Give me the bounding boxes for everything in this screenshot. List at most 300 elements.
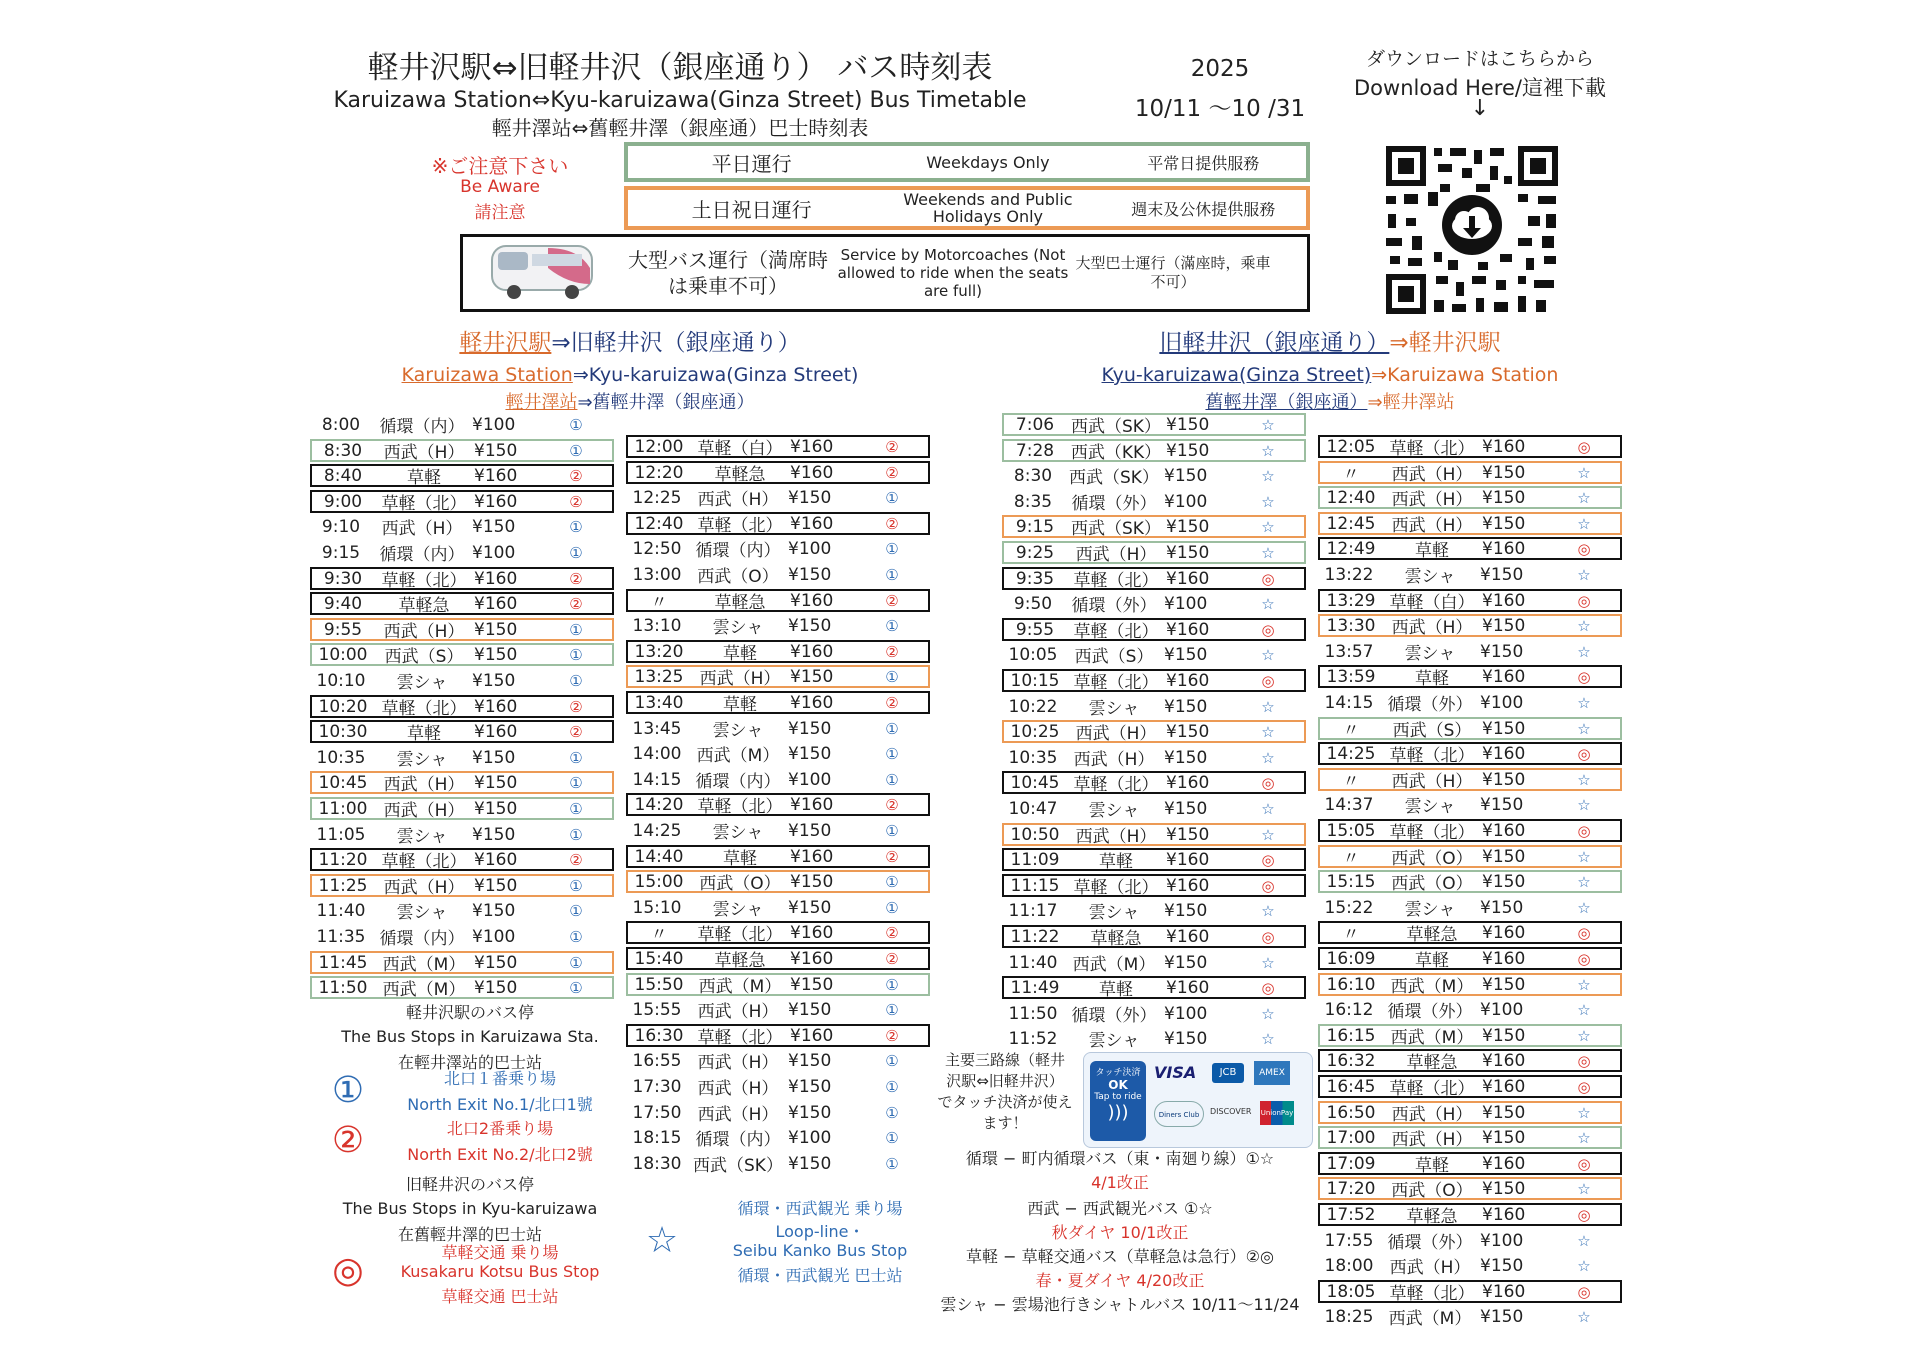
bus-stop-icon: ②	[885, 591, 899, 610]
route-name: 循環（内）	[695, 541, 781, 561]
bus-stop-icon: ☆	[1261, 697, 1275, 716]
bus-stop-icon: ☆	[1261, 441, 1275, 460]
fare: ¥150	[1482, 846, 1526, 867]
fare: ¥150	[788, 999, 832, 1020]
notice-en: Be Aware	[460, 177, 540, 197]
bus-stop-icon: ①	[885, 1128, 899, 1147]
legend-weekday-zh: 平常日提供服務	[1147, 153, 1260, 173]
table-row	[310, 899, 614, 922]
route-name: 西武（M）	[1072, 955, 1156, 975]
bus-stop-icon: ☆	[1261, 799, 1275, 818]
route-name: 草軽急	[1406, 1053, 1458, 1073]
bus-stop-icon: ①	[569, 748, 583, 767]
departure-time: 10:00	[318, 644, 368, 665]
departure-time: 15:05	[1326, 820, 1376, 841]
discover-logo: DISCOVER	[1210, 1107, 1252, 1116]
fare: ¥100	[788, 769, 832, 790]
route-name: 循環（外）	[1387, 1002, 1473, 1022]
table-row	[310, 464, 614, 487]
table-row	[310, 695, 614, 718]
table-row	[310, 490, 614, 513]
fare: ¥160	[1166, 670, 1210, 691]
route-name: 草軽急	[1406, 1207, 1458, 1227]
fare: ¥150	[1482, 1178, 1526, 1199]
fare: ¥150	[1482, 1025, 1526, 1046]
route-name: 草軽急	[1090, 929, 1142, 949]
fare: ¥160	[1482, 1153, 1526, 1174]
route-name: 西武（H）	[1075, 545, 1157, 565]
inbound-to: ⇒軽井沢駅	[1389, 330, 1501, 356]
fare: ¥150	[788, 1076, 832, 1097]
table-row	[310, 951, 614, 974]
route-name: 草軽（北）	[1073, 878, 1159, 898]
bus-stop-icon: ◎	[1261, 876, 1275, 895]
table-row	[310, 874, 614, 897]
table-row	[1002, 976, 1306, 999]
inbound-to-en: ⇒Karuizawa Station	[1371, 364, 1559, 386]
table-row	[310, 720, 614, 743]
download-label-jp: ダウンロードはこちらから	[1365, 48, 1594, 70]
bus-stop-icon: ①	[885, 616, 899, 635]
route-name: 草軽	[723, 644, 757, 664]
stop-two-en: North Exit No.2/北口2號	[407, 1145, 593, 1164]
bus-stop-icon: ①	[885, 770, 899, 789]
fare: ¥150	[1166, 516, 1210, 537]
route-name: 草軽（北）	[381, 494, 467, 514]
table-row	[1002, 951, 1306, 974]
bus-stop-icon: ①	[885, 667, 899, 686]
bus-stop-icon: ☆	[1261, 415, 1275, 434]
route-name: 草軽急	[398, 596, 450, 616]
fare: ¥150	[790, 871, 834, 892]
contactless-waves-icon: )))	[1107, 1102, 1129, 1123]
bus-stop-icon: ②	[885, 693, 899, 712]
table-row	[1318, 512, 1622, 535]
bus-stop-icon: ◎	[1577, 744, 1591, 763]
touch-pay-line2: 沢駅⇔旧軽井沢）	[946, 1072, 1064, 1090]
inbound-to-zh: ⇒輕井澤站	[1367, 392, 1455, 413]
table-row	[310, 592, 614, 615]
fare: ¥150	[1482, 487, 1526, 508]
departure-time: 16:30	[634, 1025, 684, 1046]
bus-stop-icon: ☆	[1577, 642, 1591, 661]
fare: ¥100	[472, 414, 516, 435]
departure-time: 10:45	[318, 772, 368, 793]
bus-stop-icon: ①	[885, 821, 899, 840]
departure-time: 12:40	[634, 513, 684, 534]
table-row	[626, 435, 930, 458]
table-row	[1318, 435, 1622, 458]
table-row	[1002, 1002, 1306, 1025]
departure-time: 11:50	[1008, 1003, 1058, 1024]
bus-stop-icon: ☆	[1577, 1179, 1591, 1198]
down-arrow-icon: ↓	[1470, 96, 1490, 121]
fare: ¥100	[1164, 1003, 1208, 1024]
fare: ¥150	[474, 798, 518, 819]
jcb-logo: JCB	[1212, 1063, 1244, 1083]
table-row	[626, 640, 930, 663]
bus-stop-icon: ②	[885, 795, 899, 814]
bus-stop-icon: ①	[885, 872, 899, 891]
route-name: 草軽急	[714, 593, 766, 613]
fare: ¥150	[788, 615, 832, 636]
fare: ¥160	[1482, 743, 1526, 764]
departure-time: 14:15	[632, 769, 682, 790]
departure-time: 10:35	[1008, 747, 1058, 768]
departure-time: 12:25	[632, 487, 682, 508]
departure-time: 15:22	[1324, 897, 1374, 918]
table-row	[1318, 896, 1622, 919]
departure-time: 9:30	[323, 568, 363, 589]
table-row	[1002, 1027, 1306, 1050]
route-name: 西武（M）	[1390, 1028, 1474, 1048]
table-row	[1318, 921, 1622, 944]
departure-time: 17:50	[632, 1102, 682, 1123]
route-name: 循環（内）	[379, 417, 465, 437]
departure-time: 13:29	[1326, 590, 1376, 611]
bus-stop-icon: ☆	[1577, 975, 1591, 994]
bus-stop-icon: ①	[569, 927, 583, 946]
departure-time: 13:59	[1326, 666, 1376, 687]
stop-two-icon: ②	[331, 1120, 365, 1161]
bus-stop-icon: ☆	[1577, 795, 1591, 814]
fare: ¥100	[788, 1127, 832, 1148]
fare: ¥150	[474, 977, 518, 998]
fare: ¥160	[1482, 1281, 1526, 1302]
bus-stop-icon: ②	[569, 697, 583, 716]
table-row	[1002, 567, 1306, 590]
bus-stop-icon: ①	[885, 1154, 899, 1173]
bus-stop-icon: ①	[569, 953, 583, 972]
table-row	[1318, 973, 1622, 996]
route-name: 草軽	[1099, 852, 1133, 872]
bus-stop-icon: ②	[885, 949, 899, 968]
route-name: 草軽（北）	[1073, 571, 1159, 591]
route-name: 雲シャ	[712, 823, 764, 843]
legend-weekday-en: Weekdays Only	[926, 152, 1050, 172]
table-row	[1318, 1126, 1622, 1149]
table-row	[1318, 717, 1622, 740]
table-row	[1002, 899, 1306, 922]
fare: ¥100	[472, 926, 516, 947]
table-row	[310, 567, 614, 590]
contactless-card-icon	[1090, 1061, 1146, 1141]
bus-stop-icon: ☆	[1577, 616, 1591, 635]
table-row	[626, 1126, 930, 1149]
table-row	[626, 665, 930, 688]
route-name: 西武（M）	[382, 955, 466, 975]
route-name: 西武（H）	[697, 1105, 779, 1125]
departure-time: 18:30	[632, 1153, 682, 1174]
departure-time: 13:22	[1324, 564, 1374, 585]
inbound-from-en: Kyu-karuizawa(Ginza Street)	[1101, 364, 1372, 386]
fare: ¥150	[1480, 564, 1524, 585]
route-name: 西武（H）	[383, 878, 465, 898]
departure-time: 11:17	[1008, 900, 1058, 921]
departure-time: 17:30	[632, 1076, 682, 1097]
departure-time: 12:45	[1326, 513, 1376, 534]
route-name: 西武（SK）	[1071, 519, 1161, 539]
stop-one-icon: ①	[331, 1070, 365, 1111]
fare: ¥160	[474, 593, 518, 614]
fare: ¥160	[1482, 1050, 1526, 1071]
bus-stop-icon: ☆	[1577, 463, 1591, 482]
departure-time: 8:35	[1013, 491, 1053, 512]
departure-time: 15:00	[634, 871, 684, 892]
route-name: 草軽	[1099, 980, 1133, 1000]
bus-stop-icon: ◎	[1577, 821, 1591, 840]
table-row	[1002, 515, 1306, 538]
table-row	[310, 925, 614, 948]
bus-stop-icon: ☆	[1261, 492, 1275, 511]
table-row	[626, 1152, 930, 1175]
inbound-heading	[1030, 324, 1630, 357]
loop-stop-en2: Seibu Kanko Bus Stop	[732, 1241, 908, 1260]
table-row	[1318, 742, 1622, 765]
route-name: 西武（H）	[1389, 1258, 1471, 1278]
departure-time: 10:15	[1010, 670, 1060, 691]
bus-stop-icon: ◎	[1261, 671, 1275, 690]
stop-two-jp: 北口2番乗り場	[446, 1119, 554, 1138]
fare: ¥150	[1166, 721, 1210, 742]
table-row	[1002, 490, 1306, 513]
table-row	[1318, 870, 1622, 893]
download-label-en: Download Here/這裡下載	[1354, 76, 1606, 100]
departure-time: 9:35	[1015, 568, 1055, 589]
route-name: 草軽	[1415, 951, 1449, 971]
diners-logo: Diners Club	[1154, 1101, 1204, 1127]
route-name: 西武（H）	[1391, 1130, 1473, 1150]
table-row	[310, 618, 614, 641]
kyu-stops-title-en: The Bus Stops in Kyu-karuizawa	[342, 1199, 598, 1218]
table-row	[626, 947, 930, 970]
route-name: 西武（H）	[1073, 750, 1155, 770]
route-name: 草軽（白）	[1389, 593, 1475, 613]
route-name: 西武（SK）	[693, 1156, 783, 1176]
table-row	[1318, 640, 1622, 663]
departure-time: 15:55	[632, 999, 682, 1020]
route-name: 西武（KK）	[1070, 443, 1162, 463]
bus-stop-icon: ①	[569, 517, 583, 536]
departure-time: 13:57	[1324, 641, 1374, 662]
table-row	[626, 691, 930, 714]
bus-stop-icon: ☆	[1261, 645, 1275, 664]
fare: ¥160	[790, 436, 834, 457]
bus-stop-icon: ①	[885, 719, 899, 738]
departure-time: 11:50	[318, 977, 368, 998]
departure-time: 9:50	[1013, 593, 1053, 614]
year-label: 2025	[1190, 56, 1250, 82]
loop-stop-zh: 循環・西武観光 巴士站	[737, 1266, 903, 1285]
inbound-from-zh: 舊輕井澤（銀座通）	[1205, 392, 1368, 413]
fare: ¥160	[790, 462, 834, 483]
bus-stop-icon: ②	[569, 466, 583, 485]
fare: ¥100	[1164, 593, 1208, 614]
fare: ¥150	[1482, 871, 1526, 892]
bus-stop-icon: ◎	[1577, 1077, 1591, 1096]
route-name: 雲シャ	[396, 750, 448, 770]
bus-stop-icon: ①	[885, 488, 899, 507]
bus-stop-icon: ☆	[1261, 901, 1275, 920]
table-row	[626, 1075, 930, 1098]
bus-stop-icon: ☆	[1577, 1307, 1591, 1326]
touch-pay-badge-en: Tap to ride	[1094, 1092, 1142, 1102]
bus-stop-icon: ②	[885, 1026, 899, 1045]
route-name: 西武（O）	[1391, 874, 1473, 894]
departure-time: 9:25	[1015, 542, 1055, 563]
route-note-kusakaru-revision: 春・夏ダイヤ 4/20改正	[1035, 1271, 1205, 1290]
route-name: 草軽（北）	[1389, 823, 1475, 843]
fare: ¥150	[788, 897, 832, 918]
table-row	[1002, 541, 1306, 564]
route-name: 西武（M）	[1388, 1309, 1472, 1329]
fare: ¥160	[1166, 568, 1210, 589]
departure-time: 9:55	[323, 619, 363, 640]
table-row	[1002, 746, 1306, 769]
table-row	[1318, 845, 1622, 868]
table-row	[1002, 592, 1306, 615]
route-name: 草軽（北）	[1073, 622, 1159, 642]
bus-stop-icon: ◎	[1261, 773, 1275, 792]
fare: ¥160	[1482, 1076, 1526, 1097]
bus-stop-icon: ☆	[1577, 488, 1591, 507]
outbound-heading-en	[330, 364, 930, 386]
route-name: 雲シャ	[1088, 1031, 1140, 1051]
notice-title: ※ご注意下さい	[431, 154, 569, 178]
bus-stop-icon: ◎	[1261, 569, 1275, 588]
departure-time: 11:09	[1010, 849, 1060, 870]
table-row	[626, 921, 930, 944]
fare: ¥160	[1482, 820, 1526, 841]
fare: ¥150	[474, 952, 518, 973]
fare: ¥160	[1166, 849, 1210, 870]
table-row	[626, 896, 930, 919]
table-row	[310, 439, 614, 462]
route-name: 草軽	[1415, 1156, 1449, 1176]
bus-stop-icon: ◎	[1577, 1051, 1591, 1070]
departure-time: 9:15	[321, 542, 361, 563]
route-name: 循環（内）	[379, 929, 465, 949]
route-name: 雲シャ	[1088, 903, 1140, 923]
route-name: 循環（外）	[1071, 494, 1157, 514]
departure-time: 12:20	[634, 462, 684, 483]
kusakaru-stop-zh: 草軽交通 巴士站	[441, 1287, 559, 1306]
route-note-loop-revision: 4/1改正	[1091, 1173, 1149, 1192]
bus-stop-icon: ①	[885, 744, 899, 763]
departure-time: 〃	[1342, 721, 1360, 741]
route-name: 西武（M）	[696, 746, 780, 766]
departure-time: 9:15	[1015, 516, 1055, 537]
bus-stop-icon: ①	[885, 975, 899, 994]
bus-stop-icon: ②	[569, 594, 583, 613]
table-row	[1002, 771, 1306, 794]
qr-code-icon[interactable]	[1378, 140, 1566, 320]
fare: ¥150	[1480, 1306, 1524, 1327]
route-name: 西武（H）	[1391, 772, 1473, 792]
bus-stop-icon: ①	[885, 898, 899, 917]
departure-time: 11:00	[318, 798, 368, 819]
route-name: 草軽	[407, 468, 441, 488]
bus-stop-icon: ②	[569, 850, 583, 869]
route-name: 西武（O）	[699, 874, 781, 894]
fare: ¥150	[788, 1050, 832, 1071]
bus-stop-icon: ☆	[1577, 693, 1591, 712]
karuizawa-stops-block	[320, 1000, 620, 1073]
departure-time: 13:45	[632, 718, 682, 739]
bus-stop-icon: ①	[885, 1103, 899, 1122]
departure-time: 17:55	[1324, 1230, 1374, 1251]
bus-stop-icon: ①	[569, 876, 583, 895]
departure-time: 14:00	[632, 743, 682, 764]
route-name: 西武（SK）	[1069, 468, 1159, 488]
bus-stop-icon: ①	[885, 539, 899, 558]
kusakaru-stop-jp: 草軽交通 乗り場	[441, 1243, 559, 1262]
route-name: 循環（外）	[1387, 1233, 1473, 1253]
fare: ¥160	[790, 1025, 834, 1046]
bus-stop-icon: ②	[885, 463, 899, 482]
departure-time: 10:30	[318, 721, 368, 742]
route-name: 草軽	[723, 849, 757, 869]
route-name: 雲シャ	[1088, 801, 1140, 821]
departure-time: 7:06	[1015, 414, 1055, 435]
touch-pay-line1: 主要三路線（軽井	[944, 1051, 1065, 1069]
route-name: 雲シャ	[712, 900, 764, 920]
table-row	[1318, 589, 1622, 612]
bus-stop-icon: ◎	[1577, 539, 1591, 558]
table-row	[1318, 1177, 1622, 1200]
page-title-en: Karuizawa Station⇔Kyu-karuizawa(Ginza Street) Bus Timetable	[333, 88, 1027, 113]
departure-time: 17:00	[1326, 1127, 1376, 1148]
fare: ¥160	[790, 590, 834, 611]
departure-time: 8:30	[323, 440, 363, 461]
fare: ¥100	[1480, 1230, 1524, 1251]
fare: ¥160	[1482, 436, 1526, 457]
departure-time: 15:40	[634, 948, 684, 969]
departure-time: 16:32	[1326, 1050, 1376, 1071]
departure-time: 17:09	[1326, 1153, 1376, 1174]
bus-stop-icon: ①	[885, 565, 899, 584]
notice-zh: 請注意	[474, 203, 526, 223]
fare: ¥150	[472, 670, 516, 691]
table-row	[310, 823, 614, 846]
departure-time: 8:30	[1013, 465, 1053, 486]
table-row	[310, 797, 614, 820]
route-name: 西武（S）	[1074, 647, 1154, 667]
bus-stop-icon: ①	[569, 645, 583, 664]
table-row	[1318, 1024, 1622, 1047]
departure-time: 17:20	[1326, 1178, 1376, 1199]
bus-stop-icon: ☆	[1577, 847, 1591, 866]
fare: ¥150	[472, 824, 516, 845]
departure-time: 18:00	[1324, 1255, 1374, 1276]
departure-time: 10:50	[1010, 824, 1060, 845]
fare: ¥150	[790, 666, 834, 687]
route-name: 草軽（北）	[1389, 439, 1475, 459]
fare: ¥150	[788, 487, 832, 508]
route-name: 西武（O）	[1391, 849, 1473, 869]
fare: ¥150	[1482, 1127, 1526, 1148]
bus-stop-icon: ☆	[1577, 1256, 1591, 1275]
table-row	[1318, 1101, 1622, 1124]
fare: ¥150	[1164, 798, 1208, 819]
departure-time: 10:20	[318, 696, 368, 717]
departure-time: 9:10	[321, 516, 361, 537]
fare: ¥150	[1166, 414, 1210, 435]
outbound-to-en: ⇒Kyu-karuizawa(Ginza Street)	[572, 364, 859, 386]
fare: ¥150	[790, 974, 834, 995]
departure-time: 13:10	[632, 615, 682, 636]
table-row	[626, 819, 930, 842]
